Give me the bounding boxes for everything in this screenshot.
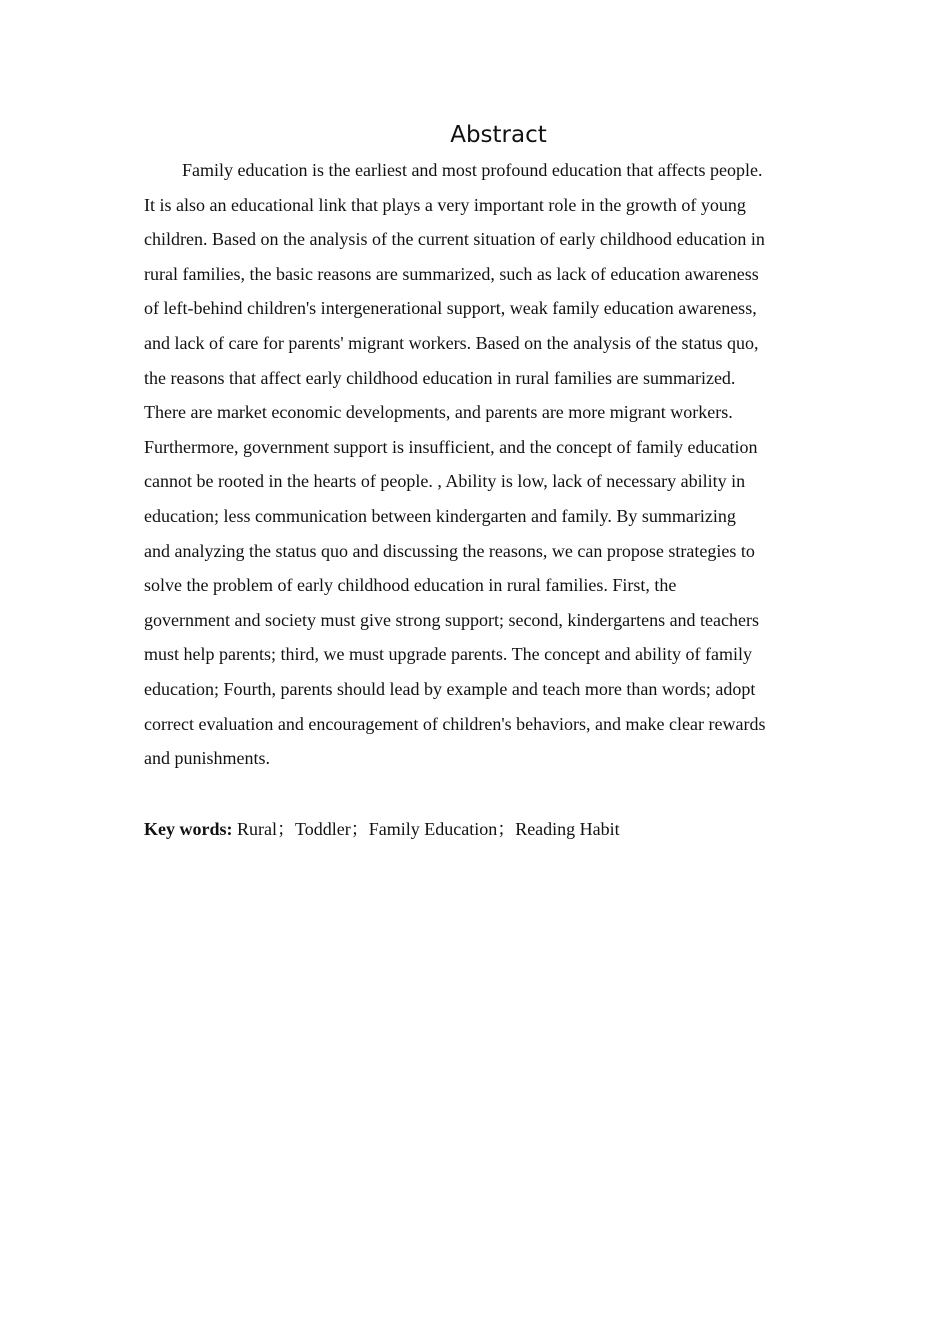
abstract-paragraph	[144, 153, 806, 776]
abstract-title: Abstract	[450, 122, 547, 148]
abstract-line: There are market economic developments, and parents are more migrant workers.	[144, 402, 733, 423]
abstract-line: Family education is the earliest and most profound education that affects people.	[182, 160, 763, 180]
abstract-line: solve the problem of early childhood education in rural families. First, the	[144, 575, 677, 596]
abstract-line: the reasons that affect early childhood education in rural families are summarized.	[144, 367, 736, 388]
abstract-line: It is also an educational link that plays a very important role in the growth of young	[144, 194, 746, 215]
keywords-label: Key words:	[144, 819, 233, 839]
abstract-line: and analyzing the status quo and discussing the reasons, we can propose strategies to	[144, 540, 755, 561]
abstract-line: must help parents; third, we must upgrade parents. The concept and ability of family	[144, 644, 753, 665]
keywords-text: Rural；Toddler；Family Education；Reading Habit	[232, 819, 620, 839]
abstract-line: and lack of care for parents' migrant workers. Based on the analysis of the status quo,	[144, 332, 759, 353]
abstract-line: education; Fourth, parents should lead by example and teach more than words; adopt	[144, 678, 756, 699]
abstract-line: children. Based on the analysis of the current situation of early childhood education in	[144, 229, 765, 250]
abstract-line: Furthermore, government support is insufficient, and the concept of family education	[144, 436, 758, 457]
keywords-line	[144, 812, 806, 846]
abstract-line: of left-behind children's intergenerational support, weak family education awareness,	[144, 298, 757, 319]
abstract-line: cannot be rooted in the hearts of people. , Ability is low, lack of necessary ability in	[144, 471, 746, 492]
abstract-line: education; less communication between kindergarten and family. By summarizing	[144, 505, 736, 526]
abstract-line: and punishments.	[144, 748, 270, 769]
abstract-line: government and society must give strong support; second, kindergartens and teachers	[144, 609, 760, 630]
abstract-line: rural families, the basic reasons are summarized, such as lack of education awareness	[144, 263, 759, 284]
abstract-line: correct evaluation and encouragement of children's behaviors, and make clear rewards	[144, 713, 766, 734]
